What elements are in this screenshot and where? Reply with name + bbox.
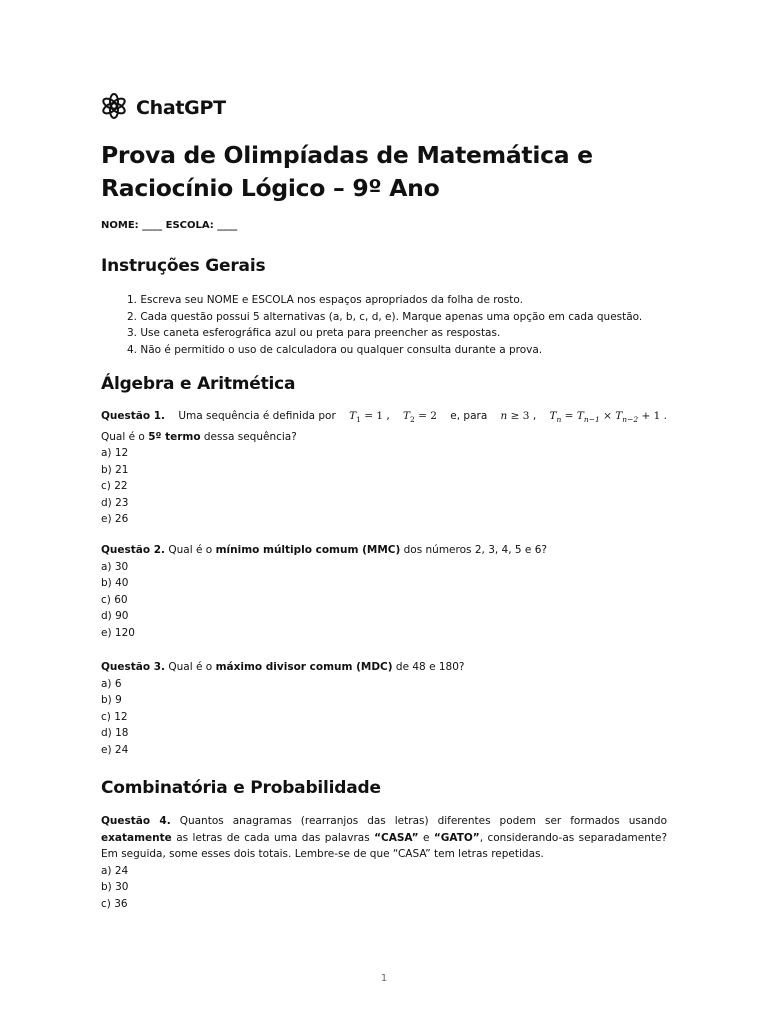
- list-item: 1. Escreva seu NOME e ESCOLA nos espaços apropriados da folha de rosto.: [127, 294, 523, 306]
- question-text: dos números 2, 3, 4, 5 e 6?: [403, 544, 547, 556]
- question-2: [101, 542, 667, 641]
- option-a: a) 6: [101, 677, 122, 690]
- question-text: e, para: [450, 410, 488, 422]
- option-b: b) 21: [101, 463, 129, 476]
- question-text: as letras de cada uma das palavras: [176, 831, 370, 844]
- option-d: d) 18: [101, 727, 129, 739]
- section-heading-algebra: Álgebra e Aritmética: [101, 374, 296, 394]
- option-b: b) 9: [101, 694, 122, 706]
- question-emphasis: “GATO”: [433, 831, 480, 844]
- logo-text: ChatGPT: [136, 97, 226, 119]
- question-3: [101, 659, 667, 758]
- option-b: b) 30: [101, 881, 129, 893]
- question-label: Questão 2.: [101, 544, 166, 556]
- openai-logo-icon: [101, 93, 127, 123]
- math-formula-t2: $T_2 = 2$: [403, 410, 437, 425]
- question-text: Qual é o: [168, 544, 213, 556]
- page-number: 1: [380, 973, 388, 984]
- section-heading-instructions: Instruções Gerais: [101, 256, 266, 276]
- question-text: Qual é o: [101, 430, 145, 443]
- question-text: de 48 e 180?: [395, 661, 465, 673]
- option-a: a) 30: [101, 560, 129, 573]
- question-text: Qual é o: [168, 661, 213, 673]
- question-4: [101, 813, 667, 912]
- list-item: 2. Cada questão possui 5 alternativas (a, b, c, d, e). Marque apenas uma opção em cada questão.: [127, 310, 643, 323]
- question-label: Questão 3.: [101, 661, 166, 673]
- question-emphasis: mínimo múltiplo comum (MMC): [215, 544, 401, 556]
- list-item: 4. Não é permitido o uso de calculadora ou qualquer consulta durante a prova.: [127, 343, 543, 356]
- question-label: Questão 4.: [101, 815, 171, 827]
- option-d: d) 23: [101, 496, 129, 509]
- option-c: c) 22: [101, 480, 128, 493]
- question-text: dessa sequência?: [203, 430, 297, 443]
- option-a: a) 24: [101, 864, 129, 877]
- option-b: b) 40: [101, 577, 129, 589]
- chatgpt-logo: [101, 93, 226, 123]
- question-text: Quantos anagramas (rearranjos das letras) diferentes podem ser formados usando: [179, 815, 667, 827]
- math-formula-n: n ≥ 3 ,: [500, 410, 537, 422]
- math-formula-recurrence: $T_n = T_{n-1} \times T_{n-2} + 1$ .: [549, 410, 667, 425]
- option-e: e) 24: [101, 743, 129, 756]
- options-list: [101, 863, 667, 913]
- option-c: c) 36: [101, 897, 128, 910]
- option-e: e) 26: [101, 513, 129, 526]
- option-d: d) 90: [101, 610, 129, 622]
- question-text: Uma sequência é definida por: [178, 410, 336, 422]
- question-emphasis: “CASA”: [374, 831, 419, 844]
- name-school-fields: NOME: ____ ESCOLA: ____: [101, 220, 238, 231]
- option-e: e) 120: [101, 626, 135, 639]
- page-title: Prova de Olimpíadas de Matemática e Raciocínio Lógico – 9º Ano: [101, 141, 593, 202]
- math-formula-t1: $T_1 = 1$ ,: [349, 410, 390, 425]
- option-a: a) 12: [101, 447, 129, 460]
- option-c: c) 60: [101, 593, 128, 606]
- question-emphasis: 5º termo: [148, 430, 201, 443]
- options-list: [101, 445, 667, 528]
- option-c: c) 12: [101, 710, 128, 723]
- question-1: [101, 408, 667, 528]
- section-heading-combinatorics: Combinatória e Probabilidade: [101, 778, 381, 798]
- instructions-list: [127, 292, 642, 358]
- question-text: , considerando-as separadamente? Em seguida, some esses dois totais. Lembre-se de que “CASA” tem letras repetidas.: [101, 831, 668, 860]
- question-text: e: [422, 831, 430, 844]
- question-emphasis: exatamente: [101, 831, 172, 844]
- question-emphasis: máximo divisor comum (MDC): [215, 661, 393, 673]
- list-item: 3. Use caneta esferográfica azul ou preta para preencher as respostas.: [127, 327, 501, 339]
- options-list: [101, 559, 667, 642]
- question-label: Questão 1.: [101, 410, 166, 422]
- options-list: [101, 676, 667, 759]
